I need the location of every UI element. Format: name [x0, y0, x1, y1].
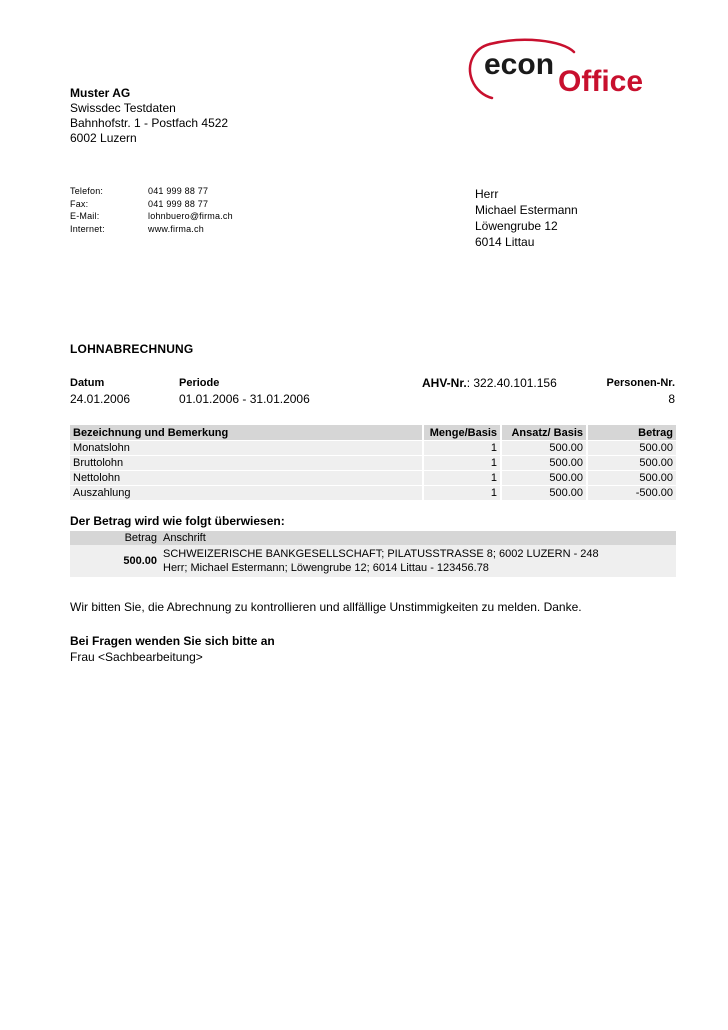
column-header: Menge/Basis — [424, 425, 500, 441]
sender-address — [70, 86, 228, 146]
salary-items-table — [70, 425, 676, 500]
sender-street: Bahnhofstr. 1 - Postfach 4522 — [70, 116, 229, 130]
sender-name: Muster AG — [70, 86, 131, 100]
cell-description: Bruttolohn — [70, 456, 422, 471]
ahv-value: : 322.40.101.156 — [466, 376, 557, 390]
recipient-street: Löwengrube 12 — [475, 219, 558, 233]
recipient-salutation: Herr — [475, 187, 499, 201]
contact-value: 041 999 88 77 — [148, 186, 209, 196]
payment-amount: 500.00 — [70, 545, 160, 577]
cell-rate: 500.00 — [502, 471, 586, 486]
transfer-title: Der Betrag wird wie folgt überwiesen: — [70, 514, 285, 528]
cell-amount: 500.00 — [588, 456, 676, 471]
recipient-name: Michael Estermann — [475, 203, 578, 217]
contact-phone — [70, 185, 233, 198]
econ-office-logo — [462, 38, 684, 100]
column-header: Betrag — [588, 425, 676, 441]
cell-quantity: 1 — [424, 486, 500, 501]
contact-value: 041 999 88 77 — [148, 198, 209, 209]
datum-label: Datum — [70, 377, 105, 389]
cell-amount: 500.00 — [588, 441, 676, 456]
cell-quantity: 1 — [424, 441, 500, 456]
sender-line2: Swissdec Testdaten — [70, 101, 176, 115]
recipient-city: 6014 Littau — [475, 235, 535, 249]
table-header-row — [70, 425, 676, 441]
ahv-number — [422, 376, 557, 390]
payment-bank-line: SCHWEIZERISCHE BANKGESELLSCHAFT; PILATUSSTRASSE 8; 6002 LUZERN - 248 — [163, 548, 599, 560]
periode-value: 01.01.2006 - 31.01.2006 — [179, 392, 310, 406]
document-title: LOHNABRECHNUNG — [70, 342, 194, 356]
cell-rate: 500.00 — [502, 456, 586, 471]
ahv-label: AHV-Nr. — [422, 376, 467, 390]
column-header: Bezeichnung und Bemerkung — [70, 425, 422, 441]
logo-econ-text: econ — [484, 48, 555, 81]
cell-amount: -500.00 — [588, 486, 676, 501]
periode-label: Periode — [179, 377, 220, 389]
payment-header-row — [70, 531, 676, 545]
datum-value: 24.01.2006 — [70, 392, 131, 406]
table-row — [70, 471, 676, 486]
contact-email — [70, 210, 233, 223]
table-row — [70, 441, 676, 456]
payment-table — [70, 531, 676, 577]
cell-description: Monatslohn — [70, 441, 422, 456]
payment-row — [70, 545, 676, 577]
payment-amount-header: Betrag — [70, 531, 160, 545]
contact-label: Telefon: — [70, 186, 104, 196]
cell-rate: 500.00 — [502, 441, 586, 456]
questions-title: Bei Fragen wenden Sie sich bitte an — [70, 634, 275, 648]
cell-quantity: 1 — [424, 471, 500, 486]
payment-address — [160, 545, 676, 577]
table-row — [70, 456, 676, 471]
cell-description: Nettolohn — [70, 471, 422, 486]
contact-value: www.firma.ch — [148, 223, 204, 234]
logo-office-text: Office — [558, 65, 644, 98]
contact-fax — [70, 198, 233, 211]
cell-description: Auszahlung — [70, 486, 422, 501]
cell-rate: 500.00 — [502, 486, 586, 501]
column-header: Ansatz/ Basis — [502, 425, 586, 441]
payment-address-header: Anschrift — [160, 531, 676, 545]
personen-label: Personen-Nr. — [606, 377, 675, 389]
contact-internet — [70, 223, 233, 236]
sender-city: 6002 Luzern — [70, 131, 137, 145]
contact-label: E-Mail: — [70, 211, 100, 221]
contact-label: Internet: — [70, 223, 105, 234]
payment-recipient-line: Herr; Michael Estermann; Löwengrube 12; 6014 Littau - 123456.78 — [163, 562, 489, 574]
cell-quantity: 1 — [424, 456, 500, 471]
sender-contact — [70, 185, 233, 235]
personen-value: 8 — [668, 392, 675, 406]
cell-amount: 500.00 — [588, 471, 676, 486]
table-row — [70, 486, 676, 501]
recipient-address — [475, 186, 578, 250]
contact-label: Fax: — [70, 198, 89, 209]
contact-value: lohnbuero@firma.ch — [148, 211, 233, 221]
check-note: Wir bitten Sie, die Abrechnung zu kontrollieren und allfällige Unstimmigkeiten zu melden. Danke. — [70, 600, 582, 614]
questions-contact: Frau <Sachbearbeitung> — [70, 650, 203, 664]
